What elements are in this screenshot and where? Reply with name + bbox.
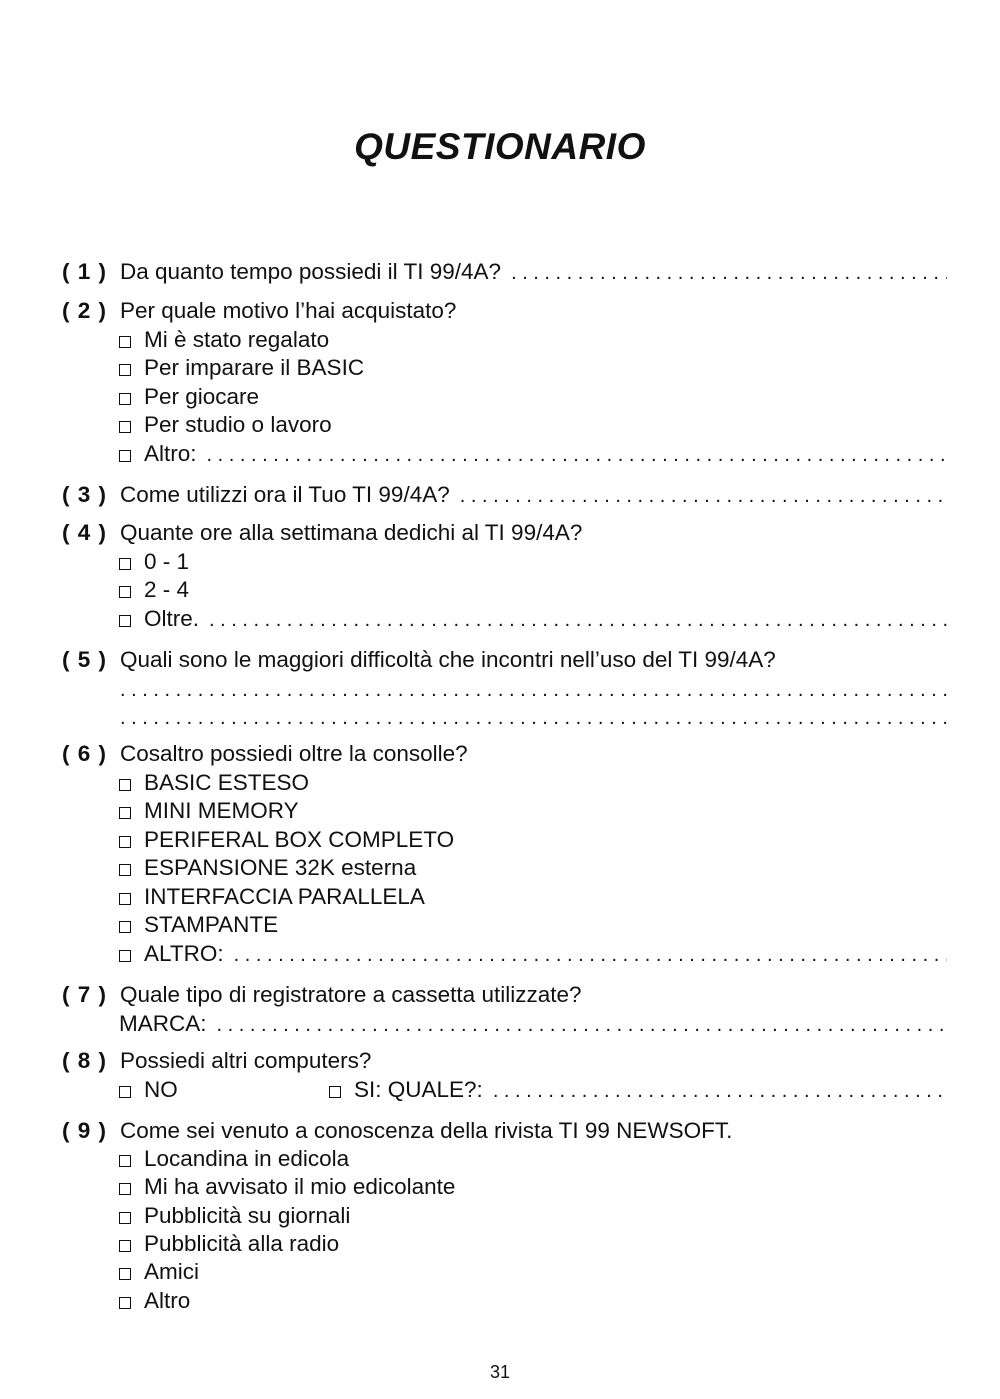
option-label: 2 - 4 xyxy=(144,577,190,602)
option-label: Pubblicità su giornali xyxy=(144,1203,351,1228)
question-number: ( 6 ) xyxy=(62,741,108,766)
answer-row xyxy=(120,703,947,733)
checkbox[interactable] xyxy=(119,807,131,819)
option xyxy=(119,910,947,940)
question-number: ( 8 ) xyxy=(62,1048,108,1073)
checkbox[interactable] xyxy=(119,558,131,570)
question-8 xyxy=(62,1046,947,1076)
checkbox[interactable] xyxy=(119,421,131,433)
page-title: QUESTIONARIO xyxy=(354,126,646,167)
checkbox[interactable] xyxy=(119,1155,131,1167)
question-3 xyxy=(62,480,947,510)
checkbox[interactable] xyxy=(119,864,131,876)
checkbox[interactable] xyxy=(119,364,131,376)
question-number: ( 5 ) xyxy=(62,647,108,672)
question-9 xyxy=(62,1116,947,1146)
option xyxy=(119,547,947,577)
question-text: Quante ore alla settimana dedichi al TI 99/4A? xyxy=(120,520,583,545)
option xyxy=(119,1257,947,1287)
checkbox[interactable] xyxy=(119,1268,131,1280)
answer-line[interactable] xyxy=(511,258,947,288)
question-text: Come utilizzi ora il Tuo TI 99/4A? xyxy=(120,482,450,507)
option xyxy=(119,1229,947,1259)
option-label: Mi è stato regalato xyxy=(144,327,330,352)
option xyxy=(119,1172,947,1202)
option-label: Amici xyxy=(144,1259,199,1284)
checkbox[interactable] xyxy=(119,1240,131,1252)
question-text: Cosaltro possiedi oltre la consolle? xyxy=(120,741,468,766)
option xyxy=(119,439,947,469)
option-label: PERIFERAL BOX COMPLETO xyxy=(144,827,455,852)
checkbox[interactable] xyxy=(119,1297,131,1309)
option-label: Per studio o lavoro xyxy=(144,412,332,437)
option-label: Altro: xyxy=(144,441,197,466)
option xyxy=(119,325,947,355)
option xyxy=(119,1201,947,1231)
option xyxy=(119,796,947,826)
option xyxy=(119,353,947,383)
checkbox[interactable] xyxy=(119,779,131,791)
option-label: Oltre. xyxy=(144,606,200,631)
option-label: Altro xyxy=(144,1288,191,1313)
option-label: Per imparare il BASIC xyxy=(144,355,365,380)
option-label: INTERFACCIA PARALLELA xyxy=(144,884,425,909)
question-5 xyxy=(62,645,947,675)
question-7 xyxy=(62,980,947,1010)
option xyxy=(119,604,947,634)
option-label: ESPANSIONE 32K esterna xyxy=(144,855,417,880)
option-label: Pubblicità alla radio xyxy=(144,1231,340,1256)
question-number: ( 7 ) xyxy=(62,982,108,1007)
page-number: 31 xyxy=(489,1362,511,1382)
option xyxy=(119,939,947,969)
answer-line[interactable] xyxy=(493,1076,947,1106)
option xyxy=(119,1286,947,1316)
option-label: STAMPANTE xyxy=(144,912,279,937)
checkbox[interactable] xyxy=(119,615,131,627)
checkbox[interactable] xyxy=(119,1212,131,1224)
question-text: Quali sono le maggiori difficoltà che incontri nell’uso del TI 99/4A? xyxy=(120,647,776,672)
answer-line[interactable] xyxy=(120,675,947,705)
checkbox[interactable] xyxy=(119,393,131,405)
question-2 xyxy=(62,296,947,326)
question-number: ( 1 ) xyxy=(62,259,108,284)
question-text: Come sei venuto a conoscenza della rivista TI 99 NEWSOFT. xyxy=(120,1118,733,1143)
question-text: Per quale motivo l’hai acquistato? xyxy=(120,298,457,323)
option-label: ALTRO: xyxy=(144,941,224,966)
option xyxy=(119,575,947,605)
question-4 xyxy=(62,518,947,548)
answer-line[interactable] xyxy=(120,703,947,733)
checkbox[interactable] xyxy=(119,950,131,962)
option xyxy=(119,382,947,412)
checkbox[interactable] xyxy=(119,1086,131,1098)
checkbox[interactable] xyxy=(119,921,131,933)
option-label: SI: QUALE?: xyxy=(354,1077,483,1102)
question-text: Possiedi altri computers? xyxy=(120,1048,372,1073)
answer-label: MARCA: xyxy=(119,1011,207,1036)
option xyxy=(119,853,947,883)
option-label: MINI MEMORY xyxy=(144,798,299,823)
option-label: Mi ha avvisato il mio edicolante xyxy=(144,1174,456,1199)
question-6 xyxy=(62,739,947,769)
answer-line[interactable] xyxy=(217,1010,947,1040)
checkbox[interactable] xyxy=(119,450,131,462)
checkbox[interactable] xyxy=(119,893,131,905)
option xyxy=(119,825,947,855)
option-label: Locandina in edicola xyxy=(144,1146,350,1171)
answer-line[interactable] xyxy=(234,940,947,970)
option-label: 0 - 1 xyxy=(144,549,190,574)
question-text: Da quanto tempo possiedi il TI 99/4A? xyxy=(120,259,502,284)
answer-line[interactable] xyxy=(209,605,947,635)
question-number: ( 9 ) xyxy=(62,1118,108,1143)
answer-row xyxy=(119,1009,947,1039)
checkbox[interactable] xyxy=(119,836,131,848)
question-number: ( 3 ) xyxy=(62,482,108,507)
option xyxy=(119,410,947,440)
checkbox[interactable] xyxy=(119,586,131,598)
option-label: BASIC ESTESO xyxy=(144,770,310,795)
question-1 xyxy=(62,257,947,287)
checkbox[interactable] xyxy=(329,1086,341,1098)
answer-line[interactable] xyxy=(460,481,947,511)
option xyxy=(119,1144,947,1174)
option xyxy=(119,768,947,798)
option-label: NO xyxy=(144,1077,178,1102)
question-number: ( 4 ) xyxy=(62,520,108,545)
option xyxy=(119,882,947,912)
checkbox[interactable] xyxy=(119,1183,131,1195)
option-label: Per giocare xyxy=(144,384,260,409)
answer-line[interactable] xyxy=(207,440,947,470)
option-row xyxy=(119,1075,947,1105)
question-number: ( 2 ) xyxy=(62,298,108,323)
answer-row xyxy=(120,675,947,705)
checkbox[interactable] xyxy=(119,336,131,348)
question-text: Quale tipo di registratore a cassetta utilizzate? xyxy=(120,982,582,1007)
